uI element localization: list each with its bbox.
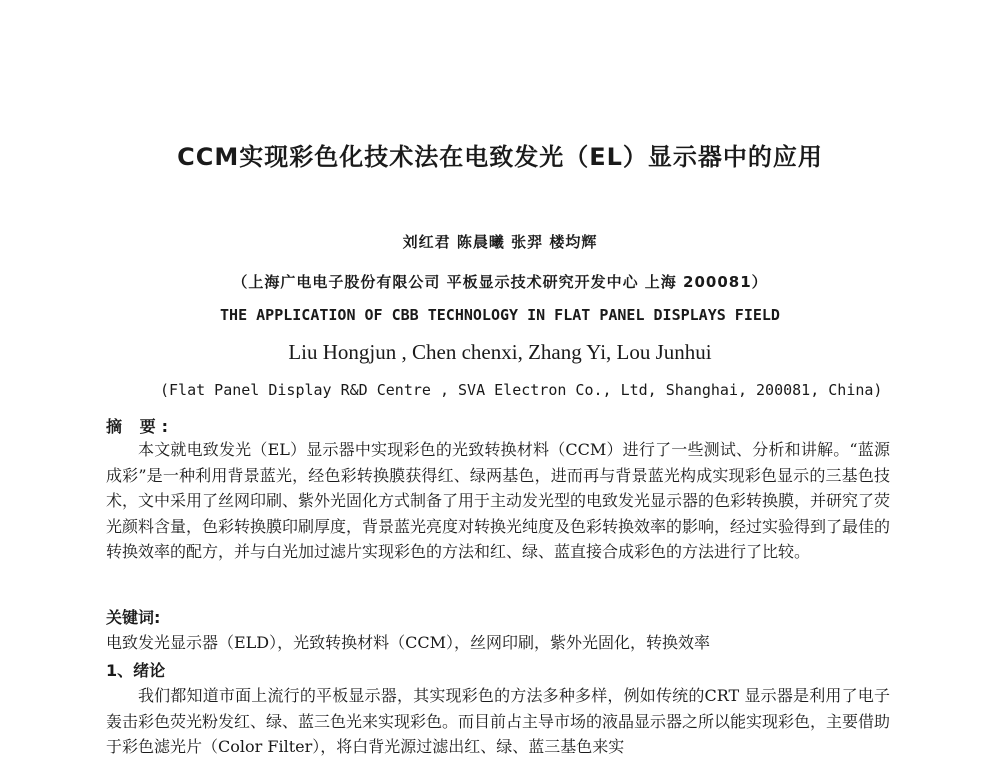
authors-cn: 刘红君 陈晨曦 张羿 楼均辉 <box>402 233 598 251</box>
affiliation-cn: （上海广电电子股份有限公司 平板显示技术研究开发中心 上海 200081） <box>232 273 768 291</box>
authors-en: Liu Hongjun , Chen chenxi, Zhang Yi, Lou Junhui <box>288 340 712 364</box>
paper-title-en: THE APPLICATION OF CBB TECHNOLOGY IN FLAT PANEL DISPLAYS FIELD <box>220 306 780 324</box>
keywords-label: 关键词: <box>106 608 161 627</box>
introduction-paragraph: 我们都知道市面上流行的平板显示器，其实现彩色的方法多种多样，例如传统的CRT 显示器是利用了电子轰击彩色荧光粉发红、绿、蓝三色光来实现彩色。而目前占主导市场的液晶显示器之所以能实现彩色，主要借助于彩色滤光片（Color Filter），将白背光源过滤出红、绿、蓝三基色来实 <box>106 686 891 757</box>
section-heading-introduction: 1、绪论 <box>106 661 166 680</box>
abstract-label: 摘 要: <box>106 417 174 436</box>
keywords-text: 电致发光显示器（ELD），光致转换材料（CCM），丝网印刷，紫外光固化，转换效率 <box>106 633 711 652</box>
abstract-text: 本文就电致发光（EL）显示器中实现彩色的光致转换材料（CCM）进行了一些测试、分析和讲解。“蓝源成彩”是一种利用背景蓝光，经色彩转换膜获得红、绿两基色，进而再与背景蓝光构成实现彩色显示的三基色技术，文中采用了丝网印刷、紫外光固化方式制备了用于主动发光型的电致发光显示器的色彩转换膜，并研究了荧光颜料含量，色彩转换膜印刷厚度，背景蓝光亮度对转换光纯度及色彩转换效率的影响，经过实验得到了最佳的转换效率的配方，并与白光加过滤片实现彩色的方法和红、绿、蓝直接合成彩色的方法进行了比较。 <box>106 440 891 562</box>
affiliation-en: (Flat Panel Display R&D Centre , SVA Electron Co., Ltd, Shanghai, 200081, China) <box>160 381 883 399</box>
paper-title-cn: CCM实现彩色化技术法在电致发光（EL）显示器中的应用 <box>177 143 823 171</box>
